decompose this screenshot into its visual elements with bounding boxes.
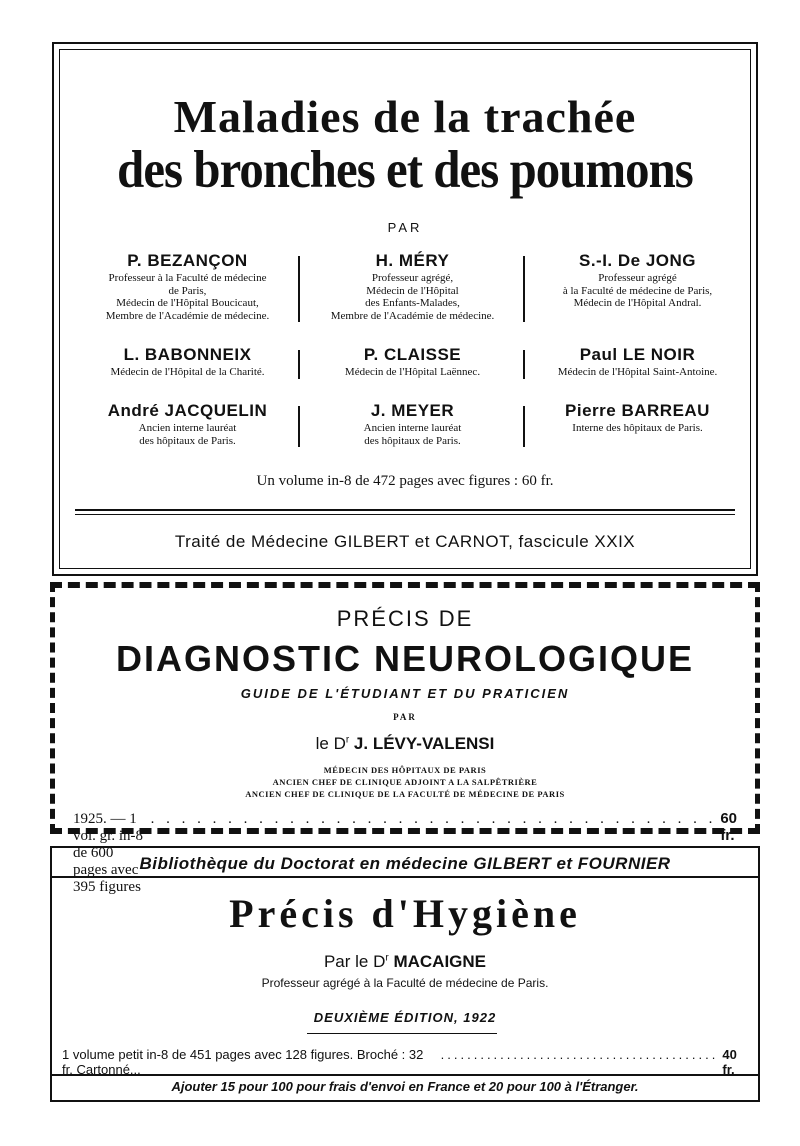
ad3-title: Précis d'Hygiène (229, 891, 581, 936)
ad-precis-hygiene (50, 846, 760, 1102)
author-name: S.-I. De JONG (578, 251, 697, 270)
ad2-leader-dots: . . . . . . . . . . . . . . . . . . . . . . . . . . . . . . . . . . . . . (150, 811, 717, 827)
author-name: P. CLAISSE (363, 345, 462, 364)
author-name: H. MÉRY (375, 251, 450, 270)
author-title-line: Ancien interne lauréat (363, 422, 462, 434)
author-claisse (300, 344, 525, 379)
ad1-divider (75, 514, 735, 515)
author-title-line: de Paris, (168, 284, 207, 297)
ad3-shipping-note: Ajouter 15 pour 100 pour frais d'envoi en France et 20 pour 100 à l'Étranger. (171, 1079, 639, 1094)
ad2-title-line1: PRÉCIS DE (336, 606, 474, 631)
author-name: P. BEZANÇON (127, 251, 248, 270)
ad3-price-desc: 1 volume petit in-8 de 451 pages avec 128 figures. Broché : 32 fr. Cartonné... (62, 1047, 424, 1077)
ad2-subtitle: GUIDE DE L'ÉTUDIANT ET DU PRATICIEN (240, 686, 570, 701)
ad1-inner-frame (59, 49, 751, 569)
author-title-line: Médecin de l'Hôpital Andral. (573, 297, 702, 309)
author-jacquelin (75, 400, 300, 447)
ad1-title-line1: Maladies de la trachée (173, 91, 637, 142)
ad3-divider (52, 1074, 758, 1076)
author-title-line: Médecin de l'Hôpital Boucicaut, (116, 297, 259, 309)
ad3-affiliation: Professeur agrégé à la Faculté de médecine de Paris. (261, 976, 549, 990)
author-prefix: Par le D (323, 952, 386, 971)
author-title-line: Médecin de l'Hôpital Saint-Antoine. (557, 366, 718, 378)
ad2-price: 60 fr. (720, 810, 737, 844)
ad2-author (55, 734, 755, 754)
author-sup: r (345, 734, 350, 746)
author-name: J. MEYER (370, 401, 455, 420)
credential-line: MÉDECIN DES HÔPITAUX DE PARIS (323, 765, 487, 775)
author-mery (300, 250, 525, 322)
ad2-title-line2: DIAGNOSTIC NEUROLOGIQUE (115, 638, 695, 679)
author-title-line: Membre de l'Académie de médecine. (105, 309, 270, 322)
author-name: J. LÉVY-VALENSI (349, 734, 495, 753)
author-name: Paul LE NOIR (579, 345, 696, 364)
ad1-divider (75, 509, 735, 511)
ad1-authors-row1 (75, 250, 750, 322)
ad3-leader-dots: .......................................... (440, 1047, 719, 1062)
ad1-title-line2: des bronches et des poumons (117, 141, 693, 199)
author-prefix: le D (315, 734, 346, 753)
ad1-volume-info: Un volume in-8 de 472 pages avec figures : 60 fr. (256, 473, 554, 489)
author-bezancon (75, 250, 300, 322)
author-barreau (525, 400, 750, 447)
author-title-line: Interne des hôpitaux de Paris. (572, 422, 703, 434)
ad3-series-title: Bibliothèque du Doctorat en médecine GILBERT et FOURNIER (139, 854, 671, 873)
author-name: MACAIGNE (388, 952, 487, 971)
author-title-line: Professeur agrégé, (371, 272, 454, 284)
ad-maladies-trachee (52, 42, 758, 576)
author-sup: r (385, 952, 389, 964)
ad3-price: 40 fr. (722, 1047, 737, 1077)
ad1-authors-row2 (75, 344, 750, 379)
ad2-par: PAR (393, 712, 417, 722)
author-title-line: Professeur à la Faculté de médecine (108, 272, 267, 284)
ad1-par: PAR (387, 220, 423, 235)
author-title-line: des Enfants-Malades, (365, 297, 460, 309)
author-title-line: à la Faculté de médecine de Paris, (562, 284, 713, 297)
ad2-credentials (55, 764, 755, 800)
author-title-line: Ancien interne lauréat (138, 422, 237, 434)
author-le-noir (525, 344, 750, 379)
author-title-line: Médecin de l'Hôpital Laënnec. (344, 366, 481, 378)
ad3-edition: DEUXIÈME ÉDITION, 1922 (313, 1010, 497, 1025)
ad3-edition-underline (307, 1033, 497, 1034)
author-babonneix (75, 344, 300, 379)
author-title-line: Membre de l'Académie de médecine. (330, 309, 495, 322)
author-title-line: Médecin de l'Hôpital de la Charité. (110, 366, 265, 378)
author-title-line: Médecin de l'Hôpital (366, 284, 459, 297)
credential-line: ANCIEN CHEF DE CLINIQUE DE LA FACULTÉ DE MÉDECINE DE PARIS (245, 789, 565, 799)
ad3-author (52, 952, 758, 972)
author-title-line: Professeur agrégé (598, 272, 677, 284)
ad1-series-footer: Traité de Médecine GILBERT et CARNOT, fascicule XXIX (174, 532, 636, 551)
ad1-authors-row3 (75, 400, 750, 447)
ad3-price-line (62, 1047, 748, 1077)
author-name: André JACQUELIN (107, 401, 268, 420)
author-title-line: des hôpitaux de Paris. (364, 434, 461, 447)
author-title-line: des hôpitaux de Paris. (139, 434, 236, 447)
author-name: Pierre BARREAU (565, 401, 710, 420)
author-meyer (300, 400, 525, 447)
ad2-price-desc: 1925. — 1 vol. gr. in-8 de 600 pages avec 395 figures (73, 811, 143, 895)
author-de-jong (525, 250, 750, 322)
author-name: L. BABONNEIX (123, 345, 252, 364)
credential-line: ANCIEN CHEF DE CLINIQUE ADJOINT A LA SALPÊTRIÈRE (272, 777, 538, 787)
ad3-divider (52, 876, 758, 878)
